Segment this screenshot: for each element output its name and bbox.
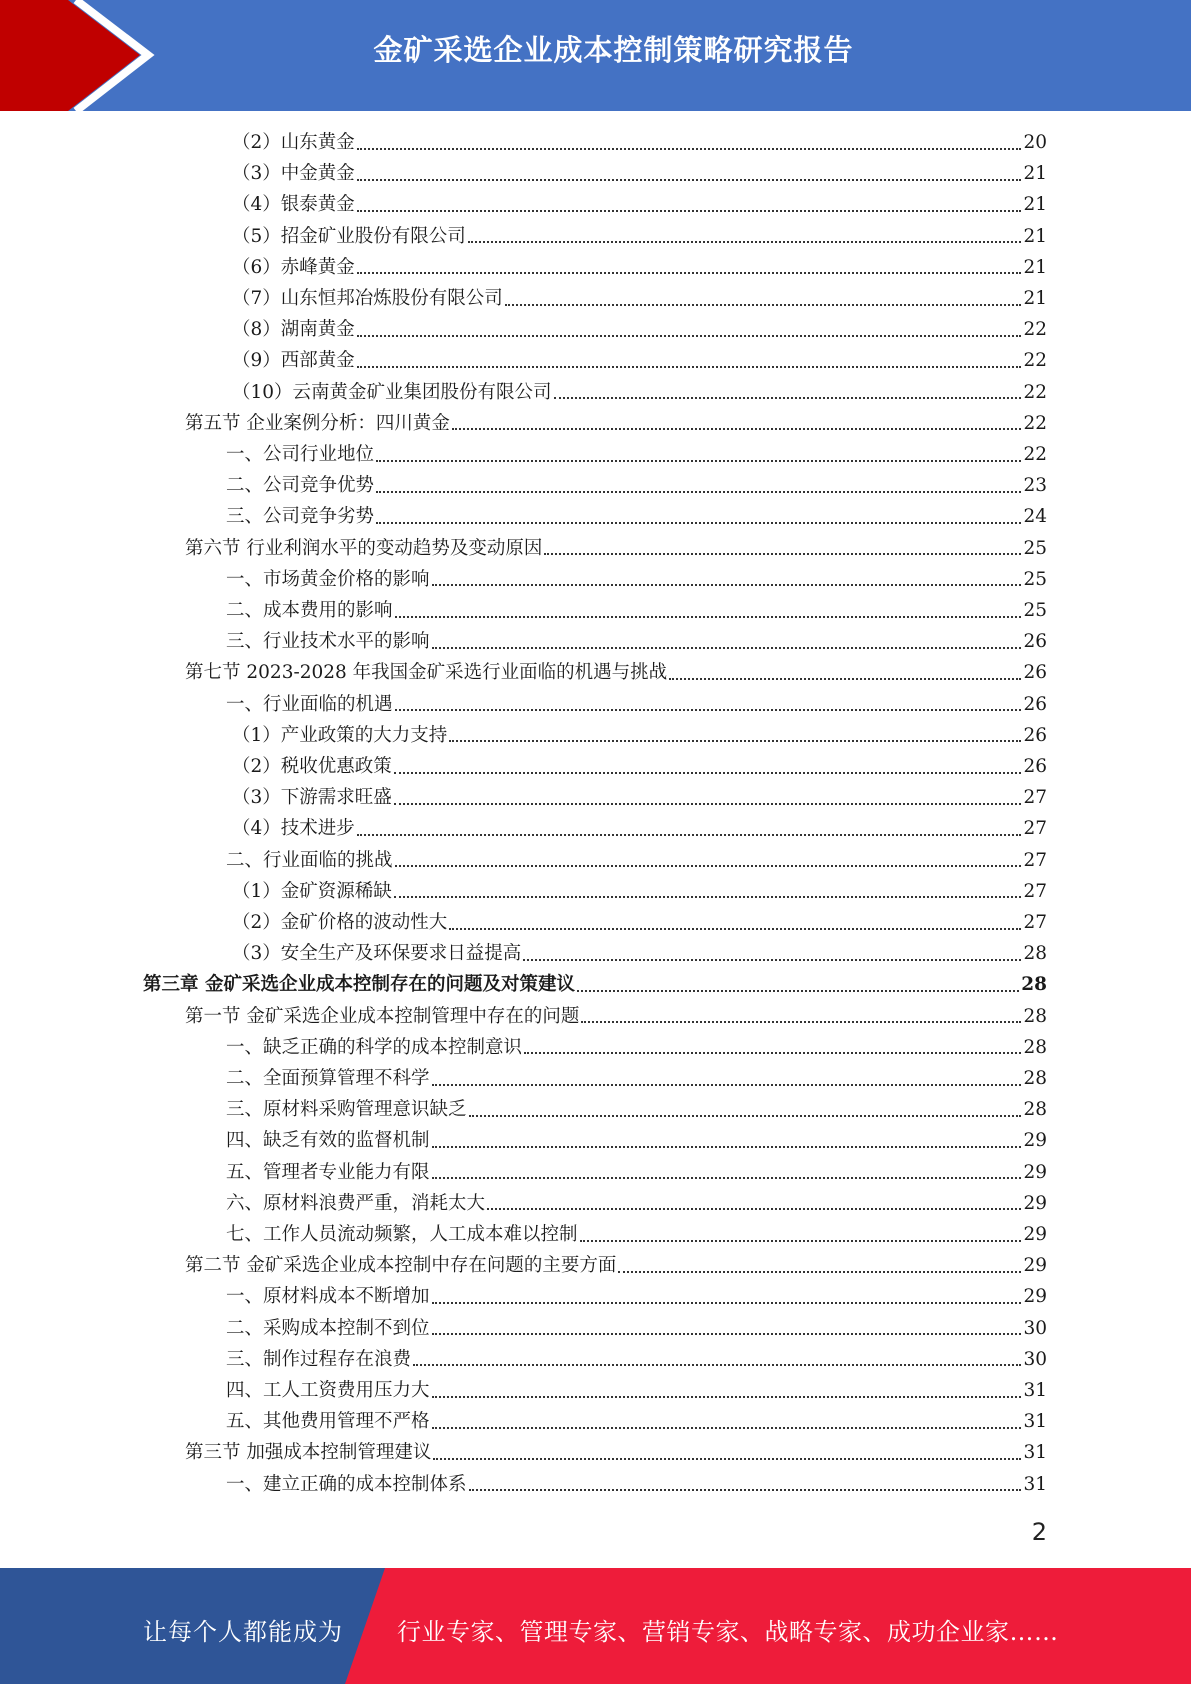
toc-entry-label: 第七节 2023-2028 年我国金矿采选行业面临的机遇与挑战 <box>185 662 668 684</box>
report-title: 金矿采选企业成本控制策略研究报告 <box>373 33 854 67</box>
toc-entry-label: 一、建立正确的成本控制体系 <box>226 1473 467 1495</box>
toc-entry-label: （4）技术进步 <box>232 818 355 840</box>
toc-leader-dots <box>357 335 1022 337</box>
toc-entry-page: 26 <box>1023 693 1047 715</box>
toc-entry[interactable] <box>232 189 1047 220</box>
toc-entry-label: （9）西部黄金 <box>232 350 355 372</box>
toc-entry-page: 27 <box>1023 880 1047 902</box>
toc-entry-label: 七、工作人员流动频繁，人工成本难以控制 <box>226 1224 578 1245</box>
toc-entry-label: （3）下游需求旺盛 <box>232 787 392 809</box>
toc-entry-page: 30 <box>1023 1348 1047 1370</box>
toc-entry[interactable] <box>232 252 1047 283</box>
toc-entry[interactable] <box>143 969 1047 1000</box>
toc-entry-page: 29 <box>1023 1286 1047 1308</box>
toc-entry-label: 五、管理者专业能力有限 <box>226 1161 430 1183</box>
toc-entry-page: 29 <box>1023 1224 1047 1245</box>
toc-entry-page: 29 <box>1023 1255 1047 1277</box>
toc-leader-dots <box>357 834 1022 836</box>
toc-leader-dots <box>433 1458 1021 1460</box>
toc-entry-page: 29 <box>1023 1192 1047 1214</box>
toc-entry-page: 28 <box>1023 1005 1047 1027</box>
toc-entry[interactable] <box>185 1001 1047 1032</box>
toc-leader-dots <box>394 803 1022 805</box>
toc-leader-dots <box>394 772 1022 774</box>
toc-entry-page: 23 <box>1023 475 1047 497</box>
toc-entry-label: 五、其他费用管理不严格 <box>226 1411 430 1433</box>
toc-entry-page: 22 <box>1023 319 1047 341</box>
toc-entry[interactable] <box>232 938 1047 969</box>
toc-leader-dots <box>413 1364 1021 1366</box>
toc-entry-page: 27 <box>1023 818 1047 840</box>
toc-entry-label: （1）金矿资源稀缺 <box>232 880 392 902</box>
toc-entry[interactable] <box>226 1094 1047 1125</box>
toc-entry[interactable] <box>226 626 1047 657</box>
toc-entry-label: 第五节 企业案例分析：四川黄金 <box>185 412 450 434</box>
toc-entry[interactable] <box>185 1250 1047 1281</box>
toc-entry-label: 一、行业面临的机遇 <box>226 693 393 715</box>
toc-leader-dots <box>432 584 1022 586</box>
toc-entry[interactable] <box>232 377 1047 408</box>
toc-entry-page: 26 <box>1023 756 1047 777</box>
toc-leader-dots <box>469 1489 1022 1491</box>
toc-entry-page: 30 <box>1023 1317 1047 1339</box>
toc-entry[interactable] <box>226 845 1047 876</box>
toc-entry-page: 21 <box>1023 194 1047 216</box>
page-header <box>0 0 1191 111</box>
toc-entry-page: 29 <box>1023 1161 1047 1183</box>
toc-leader-dots <box>468 241 1022 243</box>
toc-entry-page: 26 <box>1023 724 1047 746</box>
toc-entry-label: 一、原材料成本不断增加 <box>226 1286 430 1308</box>
toc-entry[interactable] <box>232 720 1047 751</box>
toc-entry-label: （1）产业政策的大力支持 <box>232 724 448 746</box>
toc-entry[interactable] <box>226 1157 1047 1188</box>
toc-entry-page: 22 <box>1023 350 1047 372</box>
toc-entry-label: （4）银泰黄金 <box>232 194 355 216</box>
toc-entry[interactable] <box>232 751 1047 782</box>
toc-entry-label: 二、公司竞争优势 <box>226 475 375 497</box>
toc-leader-dots <box>357 148 1022 150</box>
toc-entry[interactable] <box>185 1437 1047 1468</box>
toc-entry-label: （8）湖南黄金 <box>232 319 355 341</box>
toc-entry[interactable] <box>226 1375 1047 1406</box>
toc-entry[interactable] <box>226 1281 1047 1312</box>
toc-entry-label: 二、采购成本控制不到位 <box>226 1317 430 1339</box>
toc-entry-label: （2）金矿价格的波动性大 <box>232 912 448 933</box>
toc-entry[interactable] <box>232 221 1047 252</box>
toc-entry[interactable] <box>226 1063 1047 1094</box>
toc-entry-page: 22 <box>1023 381 1047 403</box>
toc-entry-label: 第一节 金矿采选企业成本控制管理中存在的问题 <box>185 1005 580 1027</box>
footer-slogan-right: 行业专家、管理专家、营销专家、战略专家、成功企业家…… <box>397 1618 1059 1646</box>
toc-entry[interactable] <box>226 595 1047 626</box>
toc-entry-label: （5）招金矿业股份有限公司 <box>232 225 466 247</box>
toc-leader-dots <box>394 896 1022 898</box>
toc-entry-page: 28 <box>1023 943 1047 965</box>
toc-entry-page: 21 <box>1023 288 1047 309</box>
toc-entry[interactable] <box>232 158 1047 189</box>
toc-leader-dots <box>395 616 1022 618</box>
toc-entry-label: 一、缺乏正确的科学的成本控制意识 <box>226 1036 523 1058</box>
toc-entry[interactable] <box>232 907 1047 938</box>
toc-leader-dots <box>469 1115 1022 1117</box>
toc-entry-page: 25 <box>1023 600 1047 621</box>
toc-entry-label: （10）云南黄金矿业集团股份有限公司 <box>232 381 552 403</box>
toc-entry[interactable] <box>232 314 1047 345</box>
toc-entry[interactable] <box>226 1032 1047 1063</box>
toc-entry-page: 21 <box>1023 225 1047 247</box>
toc-entry[interactable] <box>226 1125 1047 1156</box>
toc-entry[interactable] <box>226 1219 1047 1250</box>
toc-leader-dots <box>432 1177 1022 1179</box>
toc-entry-page: 28 <box>1023 1068 1047 1089</box>
toc-entry-page: 22 <box>1023 412 1047 434</box>
toc-leader-dots <box>376 522 1021 524</box>
toc-leader-dots <box>618 1271 1021 1273</box>
toc-entry[interactable] <box>185 657 1047 688</box>
toc-entry-label: 一、市场黄金价格的影响 <box>226 568 430 590</box>
toc-leader-dots <box>432 1146 1022 1148</box>
toc-leader-dots <box>449 740 1021 742</box>
toc-leader-dots <box>554 397 1022 399</box>
toc-entry-label: 二、行业面临的挑战 <box>226 849 393 871</box>
toc-entry[interactable] <box>185 533 1047 564</box>
toc-entry-label: （7）山东恒邦冶炼股份有限公司 <box>232 288 503 309</box>
toc-leader-dots <box>669 678 1021 680</box>
toc-entry-page: 25 <box>1023 537 1047 559</box>
toc-entry-label: （6）赤峰黄金 <box>232 256 355 278</box>
toc-entry-page: 29 <box>1023 1130 1047 1152</box>
toc-entry-label: 六、原材料浪费严重，消耗太大 <box>226 1192 486 1214</box>
toc-entry-page: 28 <box>1023 1099 1047 1121</box>
toc-entry[interactable] <box>185 408 1047 439</box>
toc-entry-page: 26 <box>1023 631 1047 653</box>
toc-leader-dots <box>432 647 1022 649</box>
toc-leader-dots <box>395 865 1022 867</box>
toc-leader-dots <box>577 990 1019 992</box>
toc-entry-label: （3）安全生产及环保要求日益提高 <box>232 943 522 965</box>
toc-entry-label: 二、全面预算管理不科学 <box>226 1068 430 1089</box>
toc-entry-label: 一、公司行业地位 <box>226 444 375 465</box>
toc-leader-dots <box>357 272 1022 274</box>
toc-entry-page: 31 <box>1023 1473 1047 1495</box>
toc-entry[interactable] <box>232 127 1047 158</box>
toc-entry-label: 三、原材料采购管理意识缺乏 <box>226 1099 467 1121</box>
toc-leader-dots <box>432 1427 1022 1429</box>
toc-leader-dots <box>452 428 1022 430</box>
toc-entry[interactable] <box>226 564 1047 595</box>
toc-leader-dots <box>523 959 1021 961</box>
toc-entry-page: 31 <box>1023 1442 1047 1464</box>
toc-entry-page: 28 <box>1023 1036 1047 1058</box>
toc-entry-page: 21 <box>1023 163 1047 185</box>
toc-entry[interactable] <box>232 283 1047 314</box>
page-number: 2 <box>1031 1518 1047 1546</box>
toc-entry-label: 三、制作过程存在浪费 <box>226 1348 412 1370</box>
footer-slogan-left: 让每个人都能成为 <box>143 1618 343 1646</box>
toc-entry[interactable] <box>226 439 1047 470</box>
toc-leader-dots <box>432 1333 1022 1335</box>
toc-leader-dots <box>432 1084 1022 1086</box>
toc-entry[interactable] <box>232 345 1047 376</box>
toc-leader-dots <box>395 709 1022 711</box>
toc-entry[interactable] <box>226 1313 1047 1344</box>
toc-entry-label: 第三章 金矿采选企业成本控制存在的问题及对策建议 <box>143 974 575 996</box>
toc-entry[interactable] <box>226 1344 1047 1375</box>
toc-leader-dots <box>357 366 1022 368</box>
toc-entry-label: 二、成本费用的影响 <box>226 600 393 621</box>
toc-entry-page: 28 <box>1021 974 1047 996</box>
toc-entry-page: 22 <box>1023 444 1047 465</box>
toc-entry-label: 四、工人工资费用压力大 <box>226 1380 430 1401</box>
toc-entry-page: 27 <box>1023 787 1047 809</box>
toc-leader-dots <box>376 460 1021 462</box>
toc-entry[interactable] <box>226 689 1047 720</box>
toc-entry-page: 21 <box>1023 256 1047 278</box>
toc-entry[interactable] <box>226 470 1047 501</box>
toc-leader-dots <box>524 1052 1021 1054</box>
toc-entry-label: （2）税收优惠政策 <box>232 756 392 777</box>
toc-entry[interactable] <box>232 813 1047 844</box>
toc-entry-label: 四、缺乏有效的监督机制 <box>226 1130 430 1152</box>
toc-entry-label: 第六节 行业利润水平的变动趋势及变动原因 <box>185 537 543 559</box>
toc-entry[interactable] <box>232 782 1047 813</box>
toc-entry[interactable] <box>226 1406 1047 1437</box>
toc-entry-label: 三、公司竞争劣势 <box>226 506 375 528</box>
toc-leader-dots <box>544 553 1021 555</box>
toc-leader-dots <box>357 210 1022 212</box>
toc-entry-page: 26 <box>1023 662 1047 684</box>
toc-entry-label: （3）中金黄金 <box>232 163 355 185</box>
toc-leader-dots <box>487 1208 1021 1210</box>
toc-leader-dots <box>432 1396 1022 1398</box>
toc-entry-label: （2）山东黄金 <box>232 132 355 153</box>
toc-entry-page: 20 <box>1023 132 1047 153</box>
toc-entry-page: 31 <box>1023 1411 1047 1433</box>
toc-entry[interactable] <box>226 501 1047 532</box>
toc-leader-dots <box>505 304 1022 306</box>
toc-entry-label: 第二节 金矿采选企业成本控制中存在问题的主要方面 <box>185 1255 617 1277</box>
toc-entry-label: 第三节 加强成本控制管理建议 <box>185 1442 432 1464</box>
toc-entry[interactable] <box>226 1469 1047 1500</box>
toc-leader-dots <box>449 928 1021 930</box>
toc-entry-page: 27 <box>1023 912 1047 933</box>
toc-entry-page: 27 <box>1023 849 1047 871</box>
toc-entry-page: 31 <box>1023 1380 1047 1401</box>
toc-leader-dots <box>357 179 1022 181</box>
toc-entry-page: 25 <box>1023 568 1047 590</box>
toc-leader-dots <box>581 1021 1021 1023</box>
toc-leader-dots <box>376 491 1021 493</box>
toc-entry[interactable] <box>232 876 1047 907</box>
toc-leader-dots <box>432 1302 1022 1304</box>
toc-entry-page: 24 <box>1023 506 1047 528</box>
toc-entry-label: 三、行业技术水平的影响 <box>226 631 430 653</box>
toc-leader-dots <box>580 1240 1022 1242</box>
toc-entry[interactable] <box>226 1188 1047 1219</box>
